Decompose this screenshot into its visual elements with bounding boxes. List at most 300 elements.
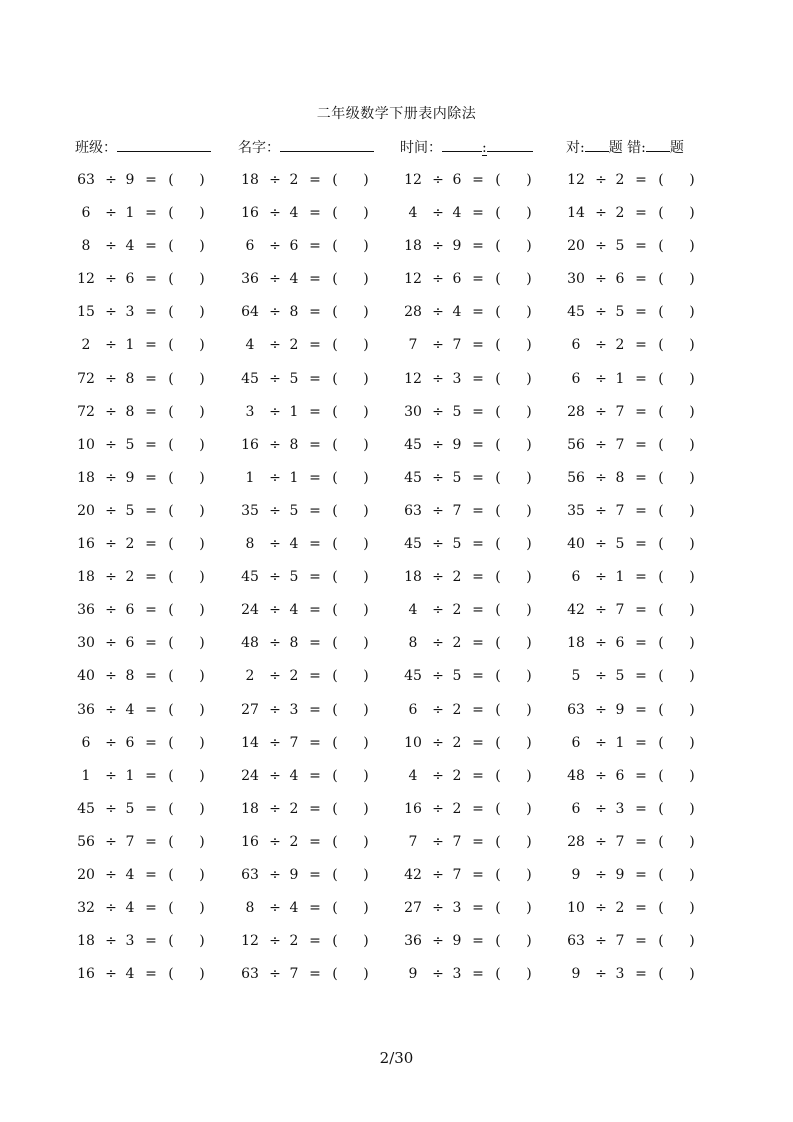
divide-sign: ÷ xyxy=(432,900,444,917)
dividend: 72 xyxy=(77,370,95,387)
division-problem xyxy=(403,598,538,631)
division-problem xyxy=(566,400,701,433)
dividend: 63 xyxy=(404,502,422,519)
equals-sign: = xyxy=(309,403,321,420)
equals-sign: = xyxy=(309,866,321,883)
divisor: 1 xyxy=(289,403,299,420)
division-problem xyxy=(566,565,701,598)
divide-sign: ÷ xyxy=(105,337,117,354)
dividend: 1 xyxy=(81,767,91,784)
open-paren: ( xyxy=(332,238,338,255)
equals-sign: = xyxy=(145,502,157,519)
divisor: 9 xyxy=(615,701,625,718)
equals-sign: = xyxy=(635,966,647,983)
equals-sign: = xyxy=(145,569,157,586)
division-problem xyxy=(240,267,375,300)
dividend: 63 xyxy=(567,933,585,950)
divisor: 3 xyxy=(125,304,135,321)
divisor: 4 xyxy=(125,701,135,718)
dividend: 42 xyxy=(567,602,585,619)
problem-row xyxy=(0,400,793,433)
division-problem xyxy=(403,400,538,433)
equals-sign: = xyxy=(635,304,647,321)
division-problem xyxy=(240,234,375,267)
close-paren: ) xyxy=(363,900,369,917)
divisor: 5 xyxy=(452,403,462,420)
dividend: 4 xyxy=(408,205,418,222)
division-problem xyxy=(240,433,375,466)
division-problem xyxy=(566,962,701,995)
open-paren: ( xyxy=(495,502,501,519)
equals-sign: = xyxy=(309,668,321,685)
equals-sign: = xyxy=(472,337,484,354)
dividend: 24 xyxy=(241,767,259,784)
divisor: 5 xyxy=(615,536,625,553)
dividend: 16 xyxy=(77,966,95,983)
division-problem xyxy=(566,896,701,929)
equals-sign: = xyxy=(145,833,157,850)
divide-sign: ÷ xyxy=(269,271,281,288)
divide-sign: ÷ xyxy=(269,502,281,519)
divide-sign: ÷ xyxy=(595,602,607,619)
dividend: 7 xyxy=(408,337,418,354)
dividend: 36 xyxy=(404,933,422,950)
division-problem xyxy=(240,962,375,995)
equals-sign: = xyxy=(635,205,647,222)
equals-sign: = xyxy=(472,635,484,652)
close-paren: ) xyxy=(199,205,205,222)
divide-sign: ÷ xyxy=(105,569,117,586)
dividend: 8 xyxy=(245,536,255,553)
division-problem xyxy=(240,333,375,366)
division-problem xyxy=(403,433,538,466)
divide-sign: ÷ xyxy=(269,238,281,255)
page-title: 二年级数学下册表内除法 xyxy=(316,106,477,122)
divide-sign: ÷ xyxy=(595,337,607,354)
close-paren: ) xyxy=(199,403,205,420)
close-paren: ) xyxy=(199,172,205,188)
division-problem xyxy=(566,499,701,532)
division-problem xyxy=(240,168,375,201)
division-problem xyxy=(240,830,375,863)
division-problem xyxy=(76,466,211,499)
close-paren: ) xyxy=(363,536,369,553)
divisor: 9 xyxy=(452,238,462,255)
dividend: 16 xyxy=(241,436,259,453)
dividend: 30 xyxy=(404,403,422,420)
equals-sign: = xyxy=(309,205,321,222)
divide-sign: ÷ xyxy=(432,602,444,619)
dividend: 27 xyxy=(241,701,259,718)
equals-sign: = xyxy=(145,304,157,321)
divisor: 6 xyxy=(615,271,625,288)
equals-sign: = xyxy=(309,172,321,188)
dividend: 6 xyxy=(571,734,581,751)
close-paren: ) xyxy=(199,238,205,255)
divide-sign: ÷ xyxy=(269,734,281,751)
problem-row xyxy=(0,367,793,400)
close-paren: ) xyxy=(363,800,369,817)
equals-sign: = xyxy=(145,866,157,883)
time-minutes-blank[interactable] xyxy=(487,136,533,152)
open-paren: ( xyxy=(332,469,338,486)
dividend: 16 xyxy=(241,833,259,850)
dividend: 12 xyxy=(567,172,585,188)
dividend: 12 xyxy=(404,172,422,188)
close-paren: ) xyxy=(363,668,369,685)
dividend: 14 xyxy=(241,734,259,751)
division-problem xyxy=(240,367,375,400)
division-problem xyxy=(76,532,211,565)
open-paren: ( xyxy=(495,767,501,784)
equals-sign: = xyxy=(635,271,647,288)
close-paren: ) xyxy=(363,502,369,519)
dividend: 63 xyxy=(567,701,585,718)
close-paren: ) xyxy=(689,767,695,784)
open-paren: ( xyxy=(658,536,664,553)
equals-sign: = xyxy=(472,436,484,453)
open-paren: ( xyxy=(168,602,174,619)
open-paren: ( xyxy=(658,866,664,883)
close-paren: ) xyxy=(689,833,695,850)
open-paren: ( xyxy=(658,436,664,453)
divide-sign: ÷ xyxy=(269,900,281,917)
open-paren: ( xyxy=(495,337,501,354)
close-paren: ) xyxy=(689,536,695,553)
divide-sign: ÷ xyxy=(595,668,607,685)
equals-sign: = xyxy=(635,800,647,817)
open-paren: ( xyxy=(168,767,174,784)
close-paren: ) xyxy=(689,271,695,288)
dividend: 18 xyxy=(404,238,422,255)
divide-sign: ÷ xyxy=(105,800,117,817)
dividend: 45 xyxy=(404,469,422,486)
equals-sign: = xyxy=(309,701,321,718)
close-paren: ) xyxy=(363,966,369,983)
division-problem xyxy=(403,367,538,400)
dividend: 45 xyxy=(567,304,585,321)
equals-sign: = xyxy=(635,238,647,255)
dividend: 18 xyxy=(241,800,259,817)
divisor: 8 xyxy=(289,304,299,321)
division-problem xyxy=(240,631,375,664)
divisor: 6 xyxy=(452,172,462,188)
open-paren: ( xyxy=(332,800,338,817)
dividend: 18 xyxy=(77,569,95,586)
divide-sign: ÷ xyxy=(269,536,281,553)
divisor: 5 xyxy=(615,304,625,321)
equals-sign: = xyxy=(472,205,484,222)
dividend: 32 xyxy=(77,900,95,917)
divisor: 9 xyxy=(452,933,462,950)
division-problem xyxy=(240,565,375,598)
dividend: 45 xyxy=(404,668,422,685)
dividend: 18 xyxy=(404,569,422,586)
equals-sign: = xyxy=(635,933,647,950)
dividend: 64 xyxy=(241,304,259,321)
equals-sign: = xyxy=(635,502,647,519)
divisor: 7 xyxy=(615,602,625,619)
division-problem xyxy=(566,664,701,697)
divide-sign: ÷ xyxy=(105,668,117,685)
dividend: 6 xyxy=(571,569,581,586)
close-paren: ) xyxy=(689,370,695,387)
divide-sign: ÷ xyxy=(105,734,117,751)
equals-sign: = xyxy=(145,635,157,652)
open-paren: ( xyxy=(658,337,664,354)
problem-row xyxy=(0,863,793,896)
correct-count-blank[interactable] xyxy=(585,136,609,152)
open-paren: ( xyxy=(495,469,501,486)
division-problem xyxy=(76,731,211,764)
divisor: 1 xyxy=(125,767,135,784)
problem-row xyxy=(0,598,793,631)
problem-row xyxy=(0,532,793,565)
divisor: 5 xyxy=(289,569,299,586)
equals-sign: = xyxy=(472,602,484,619)
divide-sign: ÷ xyxy=(105,966,117,983)
close-paren: ) xyxy=(199,370,205,387)
divisor: 2 xyxy=(289,833,299,850)
open-paren: ( xyxy=(658,502,664,519)
division-problem xyxy=(240,863,375,896)
open-paren: ( xyxy=(658,767,664,784)
division-problem xyxy=(403,896,538,929)
divide-sign: ÷ xyxy=(432,569,444,586)
equals-sign: = xyxy=(145,966,157,983)
division-problem xyxy=(76,565,211,598)
equals-sign: = xyxy=(145,800,157,817)
divisor: 2 xyxy=(452,635,462,652)
divide-sign: ÷ xyxy=(432,701,444,718)
dividend: 7 xyxy=(408,833,418,850)
close-paren: ) xyxy=(526,966,532,983)
close-paren: ) xyxy=(689,172,695,188)
dividend: 10 xyxy=(567,900,585,917)
name-blank[interactable] xyxy=(280,136,374,152)
close-paren: ) xyxy=(199,304,205,321)
problem-row xyxy=(0,631,793,664)
equals-sign: = xyxy=(635,701,647,718)
open-paren: ( xyxy=(332,966,338,983)
divide-sign: ÷ xyxy=(105,436,117,453)
divide-sign: ÷ xyxy=(269,701,281,718)
open-paren: ( xyxy=(495,271,501,288)
close-paren: ) xyxy=(363,403,369,420)
dividend: 27 xyxy=(404,900,422,917)
open-paren: ( xyxy=(332,205,338,222)
divisor: 4 xyxy=(452,205,462,222)
divisor: 4 xyxy=(289,205,299,222)
class-blank[interactable] xyxy=(117,136,211,152)
close-paren: ) xyxy=(199,701,205,718)
division-problem xyxy=(403,797,538,830)
problem-row xyxy=(0,929,793,962)
equals-sign: = xyxy=(635,172,647,188)
equals-sign: = xyxy=(309,536,321,553)
close-paren: ) xyxy=(363,833,369,850)
equals-sign: = xyxy=(145,436,157,453)
equals-sign: = xyxy=(635,668,647,685)
divide-sign: ÷ xyxy=(269,436,281,453)
close-paren: ) xyxy=(363,370,369,387)
divide-sign: ÷ xyxy=(269,569,281,586)
problem-row xyxy=(0,764,793,797)
division-problem xyxy=(240,731,375,764)
division-problem xyxy=(76,631,211,664)
equals-sign: = xyxy=(472,767,484,784)
divide-sign: ÷ xyxy=(595,900,607,917)
equals-sign: = xyxy=(145,337,157,354)
close-paren: ) xyxy=(526,602,532,619)
dividend: 4 xyxy=(408,602,418,619)
dividend: 16 xyxy=(241,205,259,222)
close-paren: ) xyxy=(199,271,205,288)
divide-sign: ÷ xyxy=(595,635,607,652)
close-paren: ) xyxy=(526,205,532,222)
divide-sign: ÷ xyxy=(105,866,117,883)
time-hours-blank[interactable] xyxy=(442,136,482,152)
division-problem xyxy=(566,466,701,499)
divide-sign: ÷ xyxy=(432,172,444,188)
close-paren: ) xyxy=(526,536,532,553)
division-problem xyxy=(240,466,375,499)
close-paren: ) xyxy=(689,734,695,751)
divisor: 6 xyxy=(289,238,299,255)
open-paren: ( xyxy=(495,172,501,188)
open-paren: ( xyxy=(495,569,501,586)
divisor: 7 xyxy=(452,866,462,883)
dividend: 45 xyxy=(241,569,259,586)
open-paren: ( xyxy=(495,635,501,652)
division-problem xyxy=(566,929,701,962)
divisor: 2 xyxy=(125,536,135,553)
divide-sign: ÷ xyxy=(269,635,281,652)
dividend: 30 xyxy=(77,635,95,652)
close-paren: ) xyxy=(526,502,532,519)
division-problem xyxy=(76,300,211,333)
problem-row xyxy=(0,499,793,532)
equals-sign: = xyxy=(472,536,484,553)
equals-sign: = xyxy=(309,966,321,983)
problem-row xyxy=(0,797,793,830)
open-paren: ( xyxy=(168,469,174,486)
division-problem xyxy=(403,300,538,333)
division-problem xyxy=(240,598,375,631)
dividend: 6 xyxy=(245,238,255,255)
divisor: 5 xyxy=(452,536,462,553)
divide-sign: ÷ xyxy=(432,469,444,486)
divide-sign: ÷ xyxy=(105,469,117,486)
equals-sign: = xyxy=(472,502,484,519)
division-problem xyxy=(240,201,375,234)
equals-sign: = xyxy=(635,866,647,883)
open-paren: ( xyxy=(658,602,664,619)
divisor: 5 xyxy=(615,668,625,685)
dividend: 63 xyxy=(241,966,259,983)
equals-sign: = xyxy=(635,469,647,486)
divide-sign: ÷ xyxy=(432,370,444,387)
close-paren: ) xyxy=(526,304,532,321)
open-paren: ( xyxy=(658,734,664,751)
division-problem xyxy=(403,168,538,201)
correct-question-word: 题 xyxy=(608,140,623,156)
divisor: 3 xyxy=(615,800,625,817)
divisor: 1 xyxy=(125,205,135,222)
dividend: 56 xyxy=(567,469,585,486)
wrong-count-blank[interactable] xyxy=(646,136,670,152)
open-paren: ( xyxy=(658,635,664,652)
problem-row xyxy=(0,267,793,300)
close-paren: ) xyxy=(363,436,369,453)
equals-sign: = xyxy=(635,635,647,652)
problem-row xyxy=(0,234,793,267)
dividend: 63 xyxy=(77,172,95,188)
division-problem xyxy=(566,201,701,234)
dividend: 45 xyxy=(404,436,422,453)
division-problem xyxy=(403,929,538,962)
division-problem xyxy=(566,863,701,896)
divisor: 2 xyxy=(452,734,462,751)
divisor: 2 xyxy=(615,205,625,222)
open-paren: ( xyxy=(495,436,501,453)
division-problem xyxy=(566,168,701,201)
equals-sign: = xyxy=(635,370,647,387)
dividend: 48 xyxy=(567,767,585,784)
open-paren: ( xyxy=(495,403,501,420)
open-paren: ( xyxy=(168,403,174,420)
divide-sign: ÷ xyxy=(595,172,607,188)
division-problem xyxy=(403,333,538,366)
equals-sign: = xyxy=(472,304,484,321)
division-problem xyxy=(76,962,211,995)
division-problem xyxy=(76,499,211,532)
divide-sign: ÷ xyxy=(269,800,281,817)
divisor: 4 xyxy=(289,767,299,784)
divisor: 6 xyxy=(615,767,625,784)
division-problem xyxy=(403,631,538,664)
close-paren: ) xyxy=(363,933,369,950)
divisor: 5 xyxy=(125,502,135,519)
divisor: 6 xyxy=(615,635,625,652)
close-paren: ) xyxy=(689,304,695,321)
equals-sign: = xyxy=(472,966,484,983)
division-problem xyxy=(240,499,375,532)
open-paren: ( xyxy=(332,900,338,917)
open-paren: ( xyxy=(495,866,501,883)
divisor: 4 xyxy=(125,866,135,883)
dividend: 63 xyxy=(241,866,259,883)
divisor: 5 xyxy=(452,668,462,685)
open-paren: ( xyxy=(332,635,338,652)
close-paren: ) xyxy=(526,635,532,652)
dividend: 20 xyxy=(77,866,95,883)
close-paren: ) xyxy=(526,569,532,586)
divisor: 4 xyxy=(452,304,462,321)
close-paren: ) xyxy=(363,701,369,718)
problem-row xyxy=(0,896,793,929)
open-paren: ( xyxy=(168,668,174,685)
close-paren: ) xyxy=(689,866,695,883)
equals-sign: = xyxy=(145,701,157,718)
divide-sign: ÷ xyxy=(595,734,607,751)
divide-sign: ÷ xyxy=(269,833,281,850)
close-paren: ) xyxy=(199,668,205,685)
divisor: 7 xyxy=(289,966,299,983)
dividend: 2 xyxy=(81,337,91,354)
equals-sign: = xyxy=(472,370,484,387)
divisor: 7 xyxy=(452,337,462,354)
